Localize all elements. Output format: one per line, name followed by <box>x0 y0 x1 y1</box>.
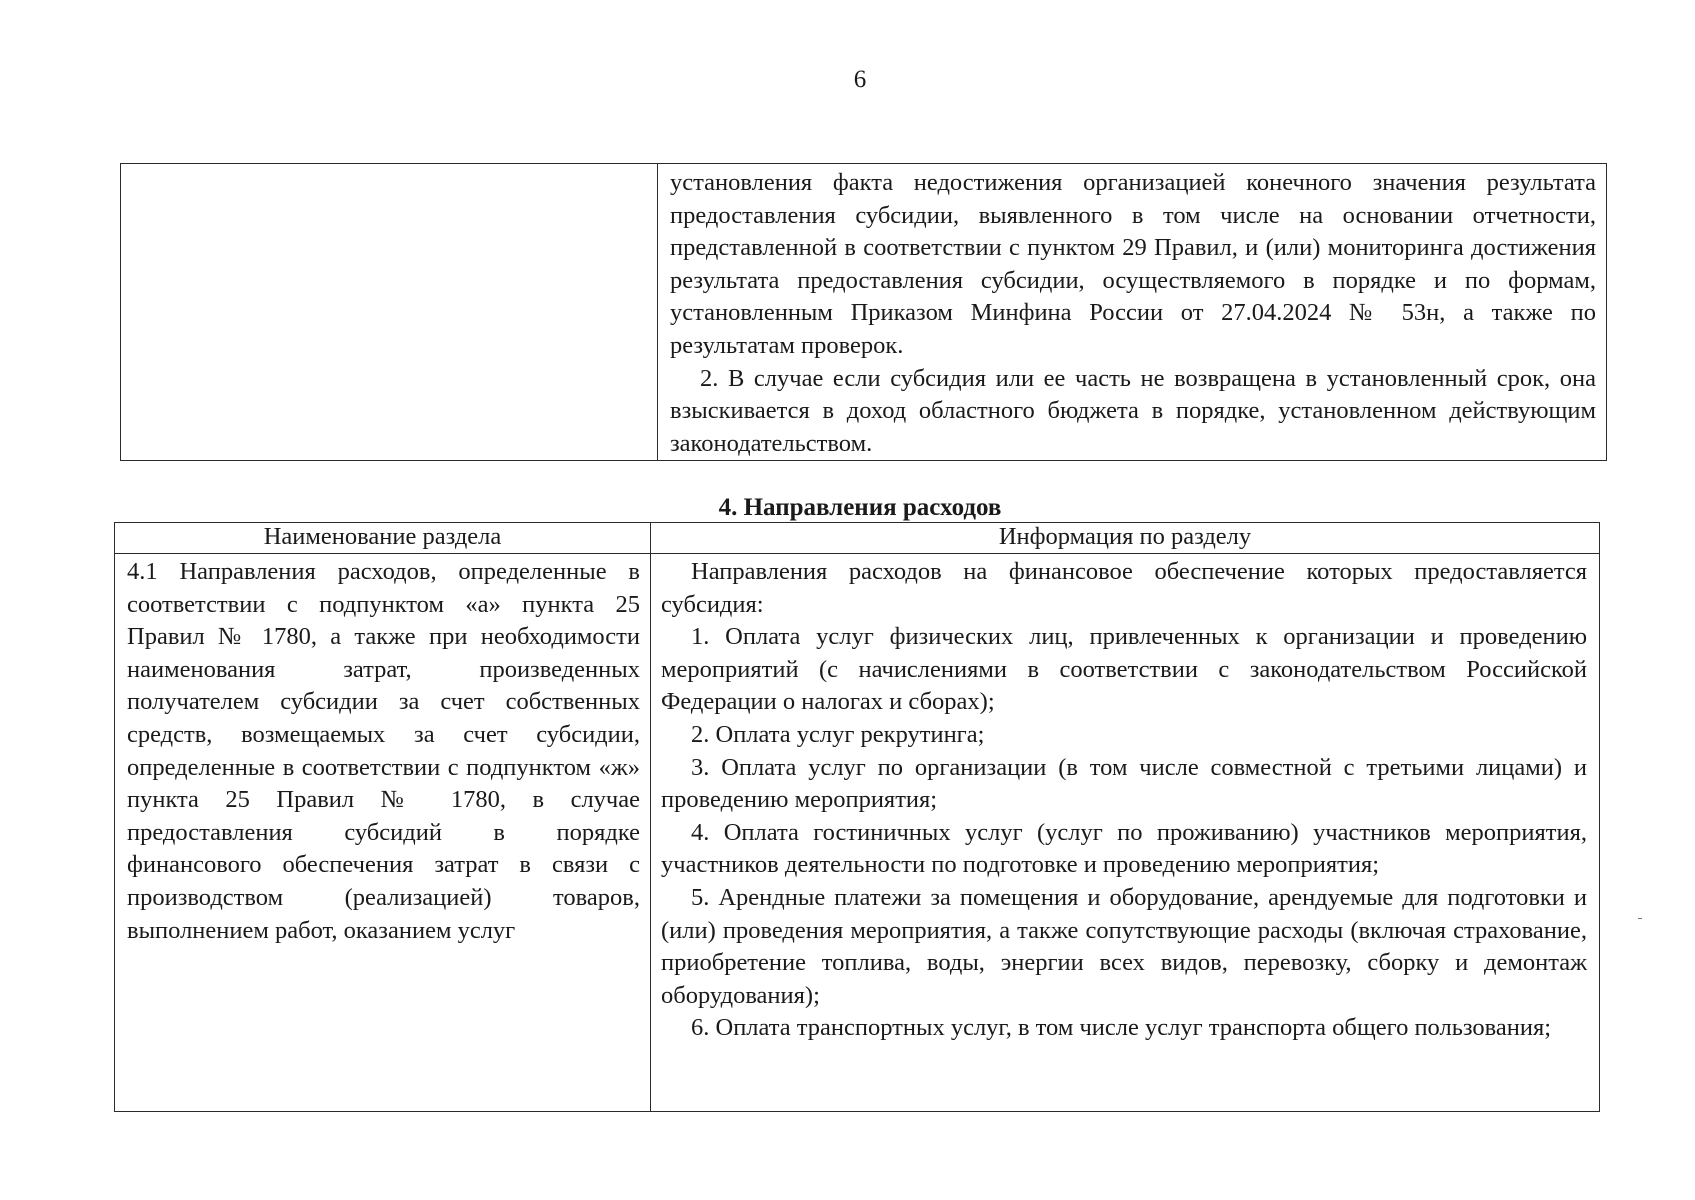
info-paragraph-3: 3. Оплата услуг по организации (в том числе совместной с третьими лицами) и проведению мероприятия; <box>661 753 1587 814</box>
column-header-section-info: Информация по разделу <box>651 523 1600 554</box>
table-row <box>115 554 1600 1112</box>
column-header-section-name: Наименование раздела <box>115 523 651 554</box>
info-paragraph-6: 6. Оплата транспортных услуг, в том числе услуг транспорта общего пользования; <box>691 1014 1552 1042</box>
section-name-cell <box>115 554 651 1112</box>
table-row <box>121 164 1607 461</box>
scan-speck <box>1638 918 1642 919</box>
info-paragraph-1: 1. Оплата услуг физических лиц, привлеченных к организации и проведению мероприятий (с начислениями в соответствии с законодательством Российской Федерации о налогах и сборах); <box>661 623 1587 716</box>
continuation-table <box>120 163 1607 461</box>
table-header-row <box>115 523 1600 554</box>
continuation-left-cell <box>121 164 658 461</box>
directions-table <box>114 522 1600 1112</box>
info-paragraph-0: Направления расходов на финансовое обеспечение которых предоставляется субсидия: <box>661 558 1587 618</box>
section-name-text: 4.1 Направления расходов, определенные в соответствии с подпунктом «а» пункта 25 Правил № 1780, а также при необходимости наименования затрат, произведенных получателем субсидии за счет собственных средств, возмещаемых за счет субсидии, определенные в соответствии с подпунктом «ж» пункта 25 Правил № 1780, в случае предоставления субсидий в порядке финансового обеспечения затрат в связи с производством (реализацией) товаров, выполнением работ, оказанием услуг <box>127 558 640 944</box>
info-paragraph-4: 4. Оплата гостиничных услуг (услуг по проживанию) участников мероприятия, участников деятельности по подготовке и проведению мероприятия; <box>661 818 1587 879</box>
continuation-right-cell <box>658 164 1607 461</box>
info-paragraph-5: 5. Арендные платежи за помещения и оборудование, арендуемые для подготовки и (или) проведения мероприятия, а также сопутствующие расходы (включая страхование, приобретение топлива, воды, энергии всех видов, перевозку, сборку и демонтаж оборудования); <box>661 883 1587 1009</box>
page-number: 6 <box>853 66 867 93</box>
section-info-cell <box>651 554 1600 1112</box>
continuation-paragraph-0: установления факта недостижения организацией конечного значения результата предоставления субсидии, выявленного в том числе на основании отчетности, представленной в соответствии с пунктом 29 Правил, и (или) мониторинга достижения результата предоставления субсидии, осуществляемого в порядке и по формам, установленным Приказом Минфина России от 27.04.2024 № 53н, а также по результатам проверок. <box>670 169 1596 359</box>
continuation-paragraph-1: 2. В случае если субсидия или ее часть не возвращена в установленный срок, она взыскивается в доход областного бюджета в порядке, установленном действующим законодательством. <box>670 364 1596 457</box>
section-title: 4. Направления расходов <box>718 494 1002 521</box>
info-paragraph-2: 2. Оплата услуг рекрутинга; <box>691 720 985 748</box>
